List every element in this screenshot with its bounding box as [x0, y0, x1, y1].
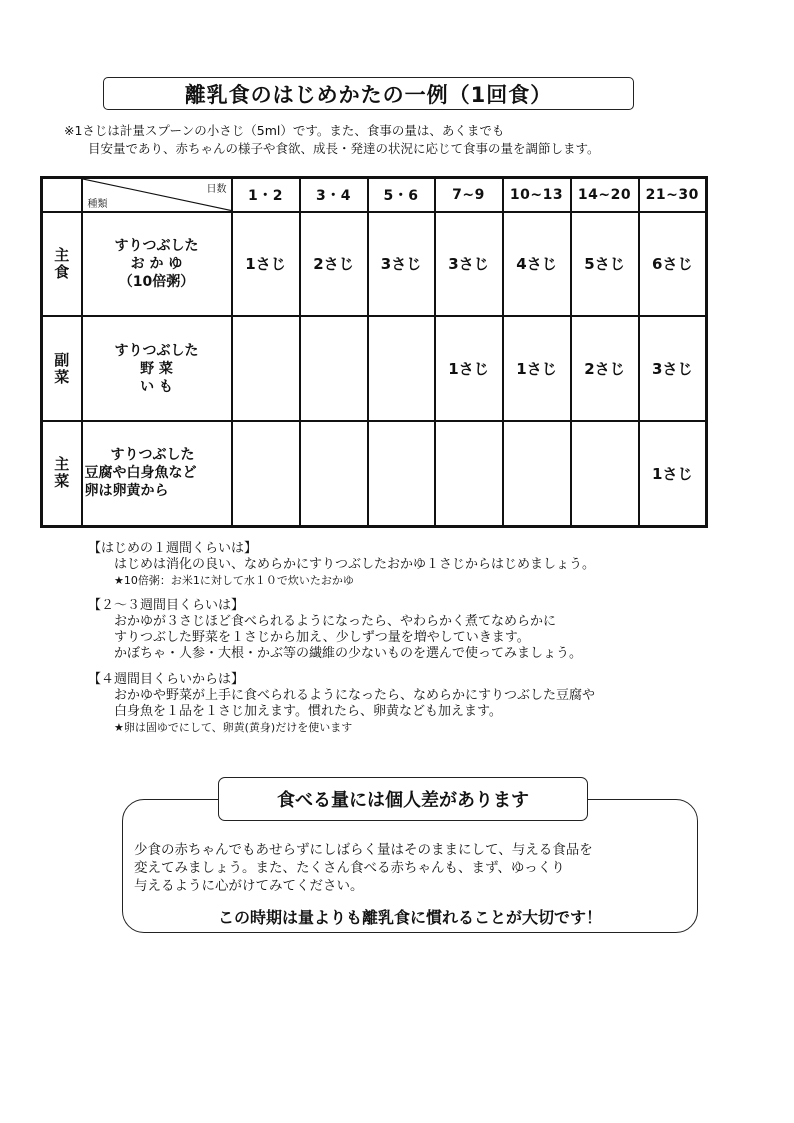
food-cell	[82, 212, 232, 317]
amount-cell	[232, 316, 300, 421]
amount-cell	[571, 421, 639, 527]
section-week-1	[88, 541, 748, 588]
category-char: 食	[54, 262, 70, 281]
section-body-line: 白身魚を１品を１さじ加えます。慣れたら、卵黄なども加えます。	[114, 704, 502, 719]
category-char: 副	[54, 350, 70, 369]
amount-cell	[368, 316, 435, 421]
section-note: ★10倍粥：お米1に対して水１０で炊いたおかゆ	[114, 574, 354, 587]
section-week-4	[88, 672, 748, 735]
section-heading: 【はじめの１週間くらいは】	[88, 541, 258, 556]
food-line: すりつぶした	[114, 342, 199, 359]
category-char: 主	[54, 455, 70, 474]
box-text-line: 少食の赤ちゃんでもあせらずにしばらく量はそのままにして、与える食品を	[134, 842, 593, 858]
day-header: 14~20	[571, 178, 639, 212]
amount-cell: 2さじ	[571, 316, 639, 421]
category-char: 主	[54, 245, 70, 264]
amount-cell	[300, 316, 368, 421]
food-line: すりつぶした	[114, 237, 199, 254]
box-text-line: 与えるように心がけてみてください。	[134, 878, 364, 894]
box-text	[134, 841, 694, 895]
header-corner-cell	[82, 178, 232, 212]
table-row-staple	[42, 212, 707, 317]
table-header-row	[42, 178, 707, 212]
section-heading: 【２～３週間目くらいは】	[88, 598, 245, 613]
food-line: （10倍粥）	[118, 273, 195, 290]
food-line: い も	[140, 378, 173, 395]
day-header: 3・4	[300, 178, 368, 212]
amount-cell	[300, 421, 368, 527]
food-line: 野 菜	[140, 360, 173, 377]
box-text-line: 変えてみましょう。また、たくさん食べる赤ちゃんも、まず、ゆっくり	[134, 860, 565, 876]
feeding-schedule-table	[40, 176, 708, 528]
section-body-line: すりつぶした野菜を１さじから加え、少しずつ量を増やしていきます。	[114, 630, 530, 645]
amount-cell	[368, 421, 435, 527]
day-header: 7~9	[435, 178, 503, 212]
category-char: 菜	[54, 472, 70, 491]
section-week-2-3	[88, 598, 748, 662]
section-body-line: かぼちゃ・人参・大根・かぶ等の繊維の少ないものを選んで使ってみましょう。	[114, 646, 583, 661]
food-line: 豆腐や白身魚など	[84, 465, 197, 482]
amount-cell: 1さじ	[232, 212, 300, 317]
section-body-line: おかゆが３さじほど食べられるようになったら、やわらかく煮てなめらかに	[114, 614, 557, 629]
food-line: 卵は卵黄から	[84, 483, 169, 500]
category-cell	[42, 421, 82, 527]
amount-cell: 3さじ	[435, 212, 503, 317]
amount-cell	[232, 421, 300, 527]
food-cell	[82, 421, 232, 527]
food-line: すりつぶした	[110, 447, 195, 464]
section-heading: 【４週間目くらいからは】	[88, 672, 245, 687]
day-header: 21~30	[639, 178, 707, 212]
amount-cell	[503, 421, 571, 527]
corner-label-type: 種類	[87, 198, 108, 210]
note-line-2: 目安量であり、赤ちゃんの様子や食欲、成長・発達の状況に応じて食事の量を調節します。	[88, 141, 600, 156]
amount-cell: 1さじ	[503, 316, 571, 421]
amount-cell: 3さじ	[368, 212, 435, 317]
category-cell	[42, 316, 82, 421]
guidance-sections	[88, 541, 748, 745]
table-row-side-dish	[42, 316, 707, 421]
header-blank-cell	[42, 178, 82, 212]
food-cell	[82, 316, 232, 421]
section-note: ★卵は固ゆでにして、卵黄(黄身)だけを使います	[114, 721, 353, 734]
day-header: 5・6	[368, 178, 435, 212]
intro-note	[64, 122, 744, 158]
amount-cell: 1さじ	[435, 316, 503, 421]
section-body-line: おかゆや野菜が上手に食べられるようになったら、なめらかにすりつぶした豆腐や	[114, 688, 596, 703]
corner-label-days: 日数	[206, 184, 227, 195]
box-emphasis: この時期は量よりも離乳食に慣れることが大切です！	[217, 908, 602, 927]
table-row-main-dish	[42, 421, 707, 527]
amount-cell	[435, 421, 503, 527]
section-body-line: はじめは消化の良い、なめらかにすりつぶしたおかゆ１さじからはじめましょう。	[114, 557, 596, 572]
amount-cell: 6さじ	[639, 212, 707, 317]
amount-cell: 3さじ	[639, 316, 707, 421]
category-cell	[42, 212, 82, 317]
day-header: 10~13	[503, 178, 571, 212]
category-char: 菜	[54, 367, 70, 386]
amount-cell: 5さじ	[571, 212, 639, 317]
box-title: 食べる量には個人差があります	[218, 777, 588, 821]
page-title: 離乳食のはじめかたの一例（1回食）	[103, 77, 634, 110]
amount-cell: 2さじ	[300, 212, 368, 317]
day-header: 1・2	[232, 178, 300, 212]
amount-cell: 4さじ	[503, 212, 571, 317]
note-line-1: ※1さじは計量スプーンの小さじ（5ml）です。また、食事の量は、あくまでも	[64, 123, 505, 138]
food-line: お か ゆ	[130, 255, 183, 272]
amount-cell: 1さじ	[639, 421, 707, 527]
